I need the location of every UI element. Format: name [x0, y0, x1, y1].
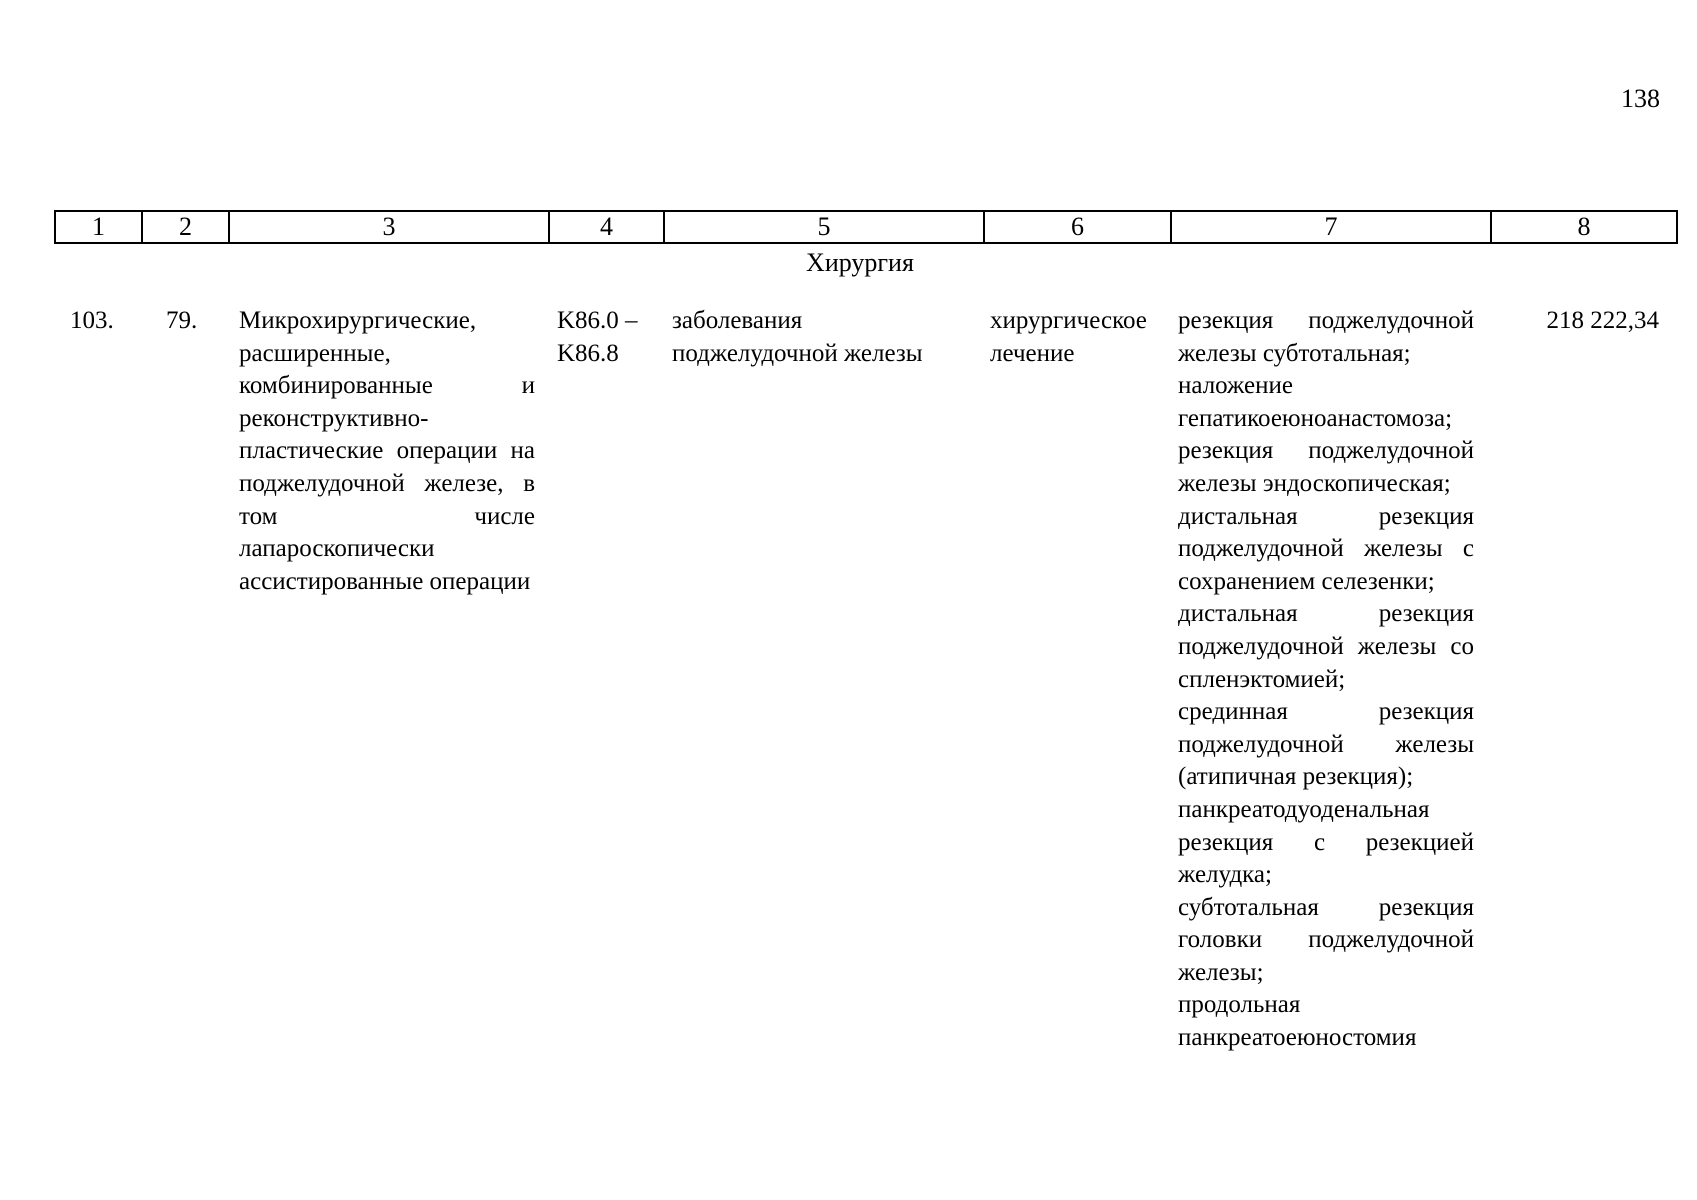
page-number: 138	[1621, 84, 1660, 113]
method-item: резекция поджелудочной железы эндоскопическая;	[1178, 437, 1474, 497]
column-number: 3	[229, 211, 549, 243]
method-item: дистальная резекция поджелудочной железы со спленэктомией;	[1178, 600, 1474, 693]
method-item: панкреатодуоденальная резекция с резекцией желудка;	[1178, 795, 1474, 889]
column-number: 8	[1491, 211, 1677, 243]
method-item: срединная резекция поджелудочной железы (атипичная резекция);	[1178, 698, 1474, 791]
column-number-header	[54, 210, 1678, 244]
group-number: 79.	[166, 307, 198, 334]
column-number: 4	[549, 211, 664, 243]
diagnosis-codes: K86.0 – K86.8	[557, 307, 638, 367]
method-item: дистальная резекция поджелудочной железы с сохранением селезенки;	[1178, 502, 1474, 595]
column-number: 6	[984, 211, 1171, 243]
method-item: продольная панкреатоеюностомия	[1178, 991, 1417, 1052]
method-item: субтотальная резекция головки поджелудочной железы;	[1178, 893, 1474, 986]
column-number: 5	[664, 211, 984, 243]
column-number: 7	[1171, 211, 1491, 243]
treatment-type: хирургическое лечение	[990, 307, 1147, 367]
column-number: 2	[142, 211, 229, 243]
treatment-methods	[1178, 305, 1474, 1055]
row-number: 103.	[70, 307, 114, 334]
method-item: резекция поджелудочной железы субтотальная;	[1178, 307, 1474, 367]
patient-model: заболевания поджелудочной железы	[672, 307, 923, 367]
method-item: наложение гепатикоеюноанастомоза;	[1178, 372, 1453, 432]
cost-value: 218 222,34	[1546, 307, 1659, 334]
care-type-description: Микрохирургические, расширенные, комбинированные и реконструктивно-пластические операции на поджелудочной железе, в том числе лапароскопически ассистированные операции	[239, 307, 535, 595]
section-title: Хирургия	[806, 248, 914, 277]
column-number: 1	[55, 211, 142, 243]
